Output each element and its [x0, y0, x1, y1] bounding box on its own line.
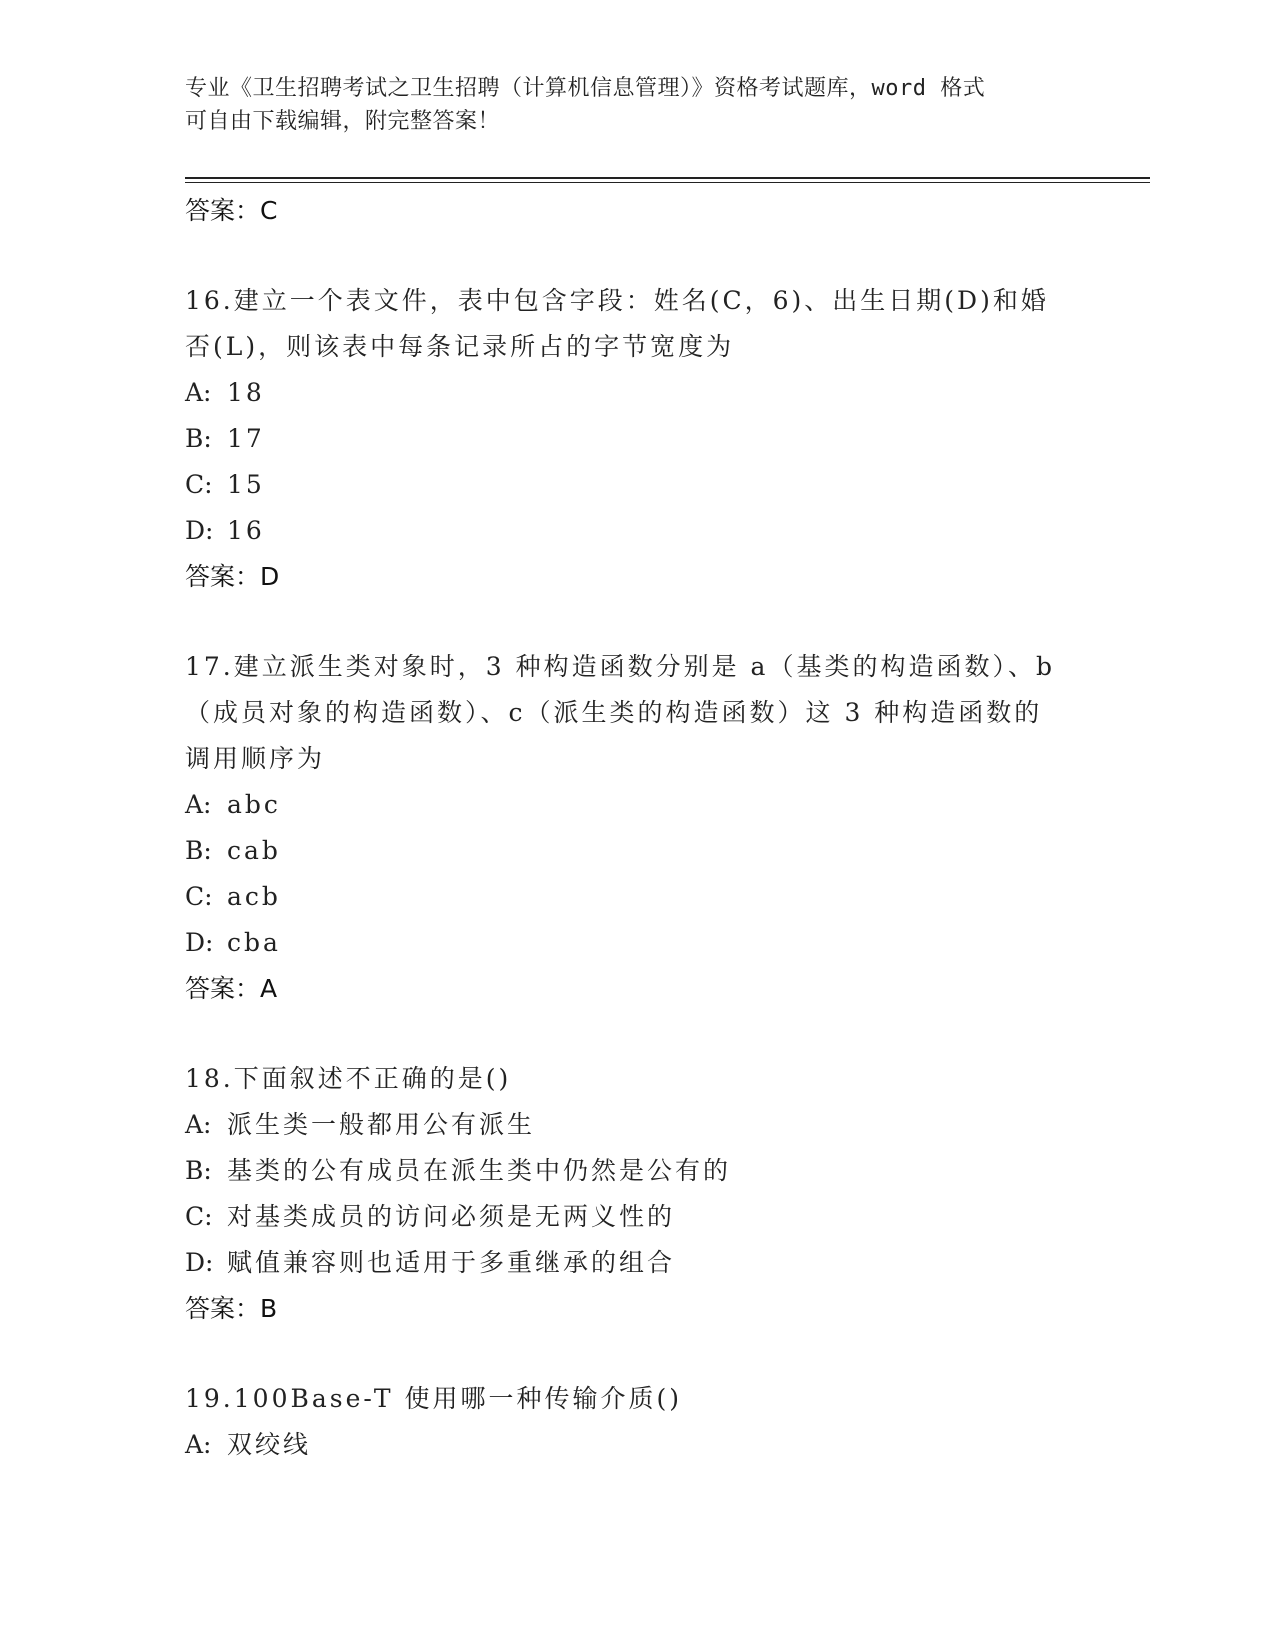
- option-text: 15: [227, 470, 265, 499]
- question-stem: [185, 1056, 1085, 1102]
- option-text: 赋值兼容则也适用于多重继承的组合: [227, 1248, 676, 1277]
- option-text: 16: [227, 516, 265, 545]
- stem-line: 否(L)，则该表中每条记录所占的字节宽度为: [185, 332, 735, 361]
- header-divider-thick: [185, 177, 1150, 179]
- option-b: [185, 828, 1085, 874]
- option-text: abc: [227, 790, 281, 819]
- option-b: [185, 1148, 1085, 1194]
- header-line-2: 可自由下载编辑，附完整答案！: [185, 109, 501, 134]
- header-line-1: 专业《卫生招聘考试之卫生招聘（计算机信息管理）》资格考试题库，word 格式: [185, 76, 986, 101]
- option-key: B:: [185, 1156, 212, 1185]
- option-a: [185, 370, 1085, 416]
- stem-line: 调用顺序为: [185, 744, 326, 773]
- question-16: [185, 278, 1085, 600]
- stem-line: 17.建立派生类对象时，3 种构造函数分别是 a（基类的构造函数）、b: [185, 652, 1055, 681]
- question-answer: 答案：B: [185, 1294, 278, 1323]
- option-c: [185, 462, 1085, 508]
- question-17: [185, 644, 1085, 1012]
- option-key: C:: [185, 1202, 213, 1231]
- option-text: acb: [227, 882, 281, 911]
- option-key: D:: [185, 1248, 214, 1277]
- option-key: A:: [185, 378, 212, 407]
- option-text: cab: [227, 836, 281, 865]
- question-18: [185, 1056, 1085, 1332]
- header-divider-thin: [185, 182, 1150, 183]
- question-answer: 答案：D: [185, 562, 280, 591]
- option-text: cba: [227, 928, 281, 957]
- option-key: D:: [185, 928, 214, 957]
- option-d: [185, 1240, 1085, 1286]
- option-key: A:: [185, 1110, 212, 1139]
- question-list: [185, 188, 1085, 1468]
- option-a: [185, 1422, 1085, 1468]
- question-stem: [185, 644, 1085, 782]
- option-text: 基类的公有成员在派生类中仍然是公有的: [227, 1156, 732, 1185]
- question-19: [185, 1376, 1085, 1468]
- option-d: [185, 508, 1085, 554]
- stem-line: 18.下面叙述不正确的是(): [185, 1064, 512, 1093]
- option-a: [185, 782, 1085, 828]
- option-text: 双绞线: [227, 1430, 312, 1459]
- question-answer: 答案：A: [185, 974, 278, 1003]
- option-key: C:: [185, 470, 213, 499]
- option-d: [185, 920, 1085, 966]
- option-key: B:: [185, 424, 212, 453]
- option-key: B:: [185, 836, 212, 865]
- stem-line: 16.建立一个表文件，表中包含字段：姓名(C，6)、出生日期(D)和婚: [185, 286, 1049, 315]
- question-stem: [185, 1376, 1085, 1422]
- stem-line: （成员对象的构造函数）、c（派生类的构造函数）这 3 种构造函数的: [185, 698, 1043, 727]
- option-text: 17: [227, 424, 265, 453]
- option-key: A:: [185, 1430, 212, 1459]
- option-key: A:: [185, 790, 212, 819]
- option-key: D:: [185, 516, 214, 545]
- document-header: [185, 72, 1065, 138]
- option-text: 18: [227, 378, 265, 407]
- stem-line: 19.100Base-T 使用哪一种传输介质(): [185, 1384, 683, 1413]
- option-b: [185, 416, 1085, 462]
- option-a: [185, 1102, 1085, 1148]
- question-stem: [185, 278, 1085, 370]
- option-c: [185, 874, 1085, 920]
- option-key: C:: [185, 882, 213, 911]
- option-c: [185, 1194, 1085, 1240]
- previous-answer: 答案：C: [185, 196, 278, 225]
- option-text: 派生类一般都用公有派生: [227, 1110, 536, 1139]
- option-text: 对基类成员的访问必须是无两义性的: [227, 1202, 676, 1231]
